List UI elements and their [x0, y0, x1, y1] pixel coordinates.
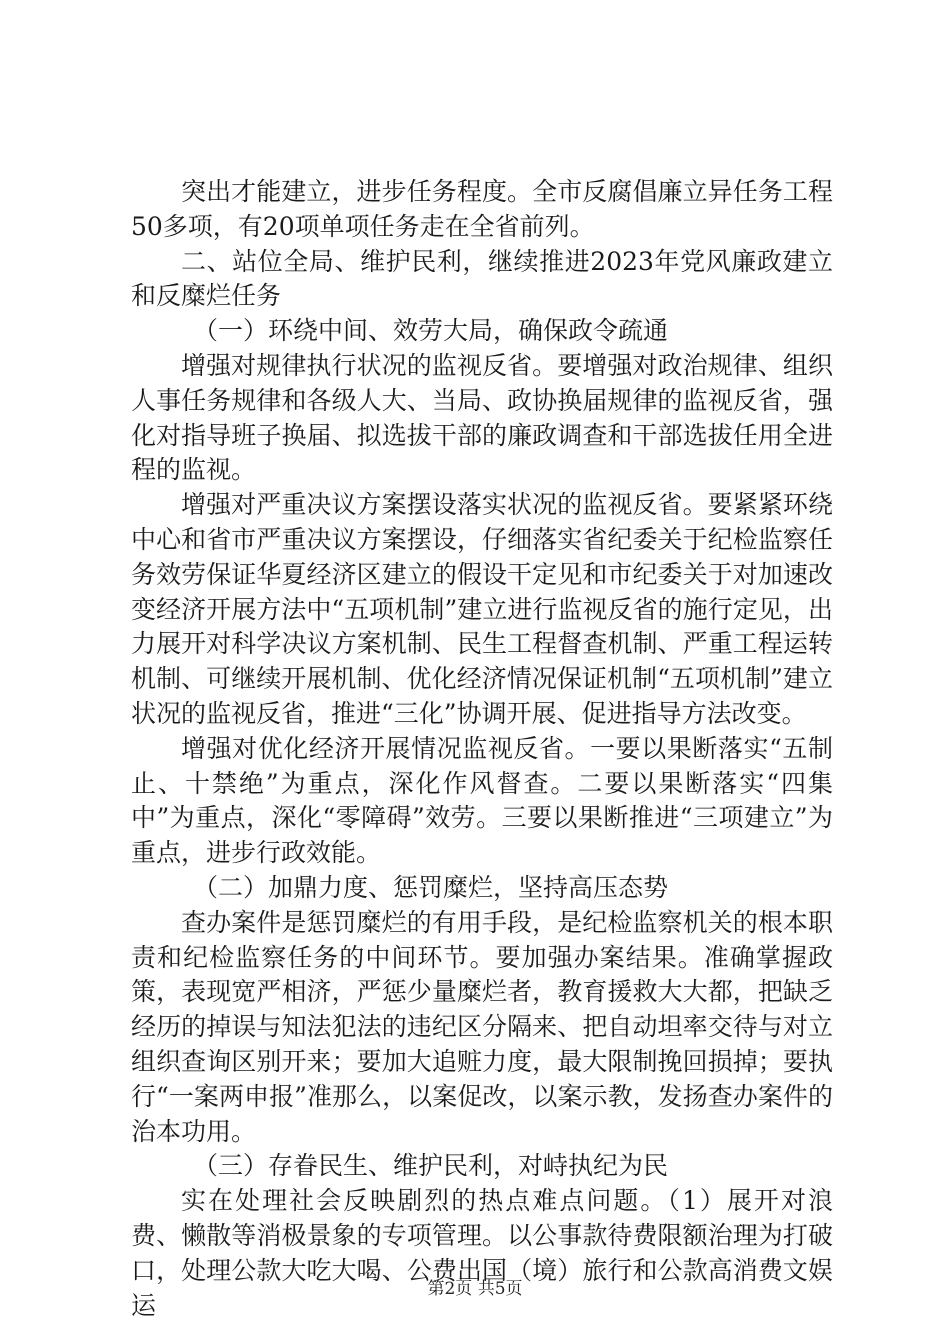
paragraph-1: 突出才能建立，进步任务程度。全市反腐倡廉立异任务工程50多项，有20项单项任务走在全省前列。 — [131, 177, 833, 241]
page-number-footer: 第2页 共5页 — [427, 1279, 523, 1299]
paragraph-3: 增强对严重决议方案摆设落实状况的监视反省。要紧紧环绕中心和省市严重决议方案摆设，仔细落实省纪委关于纪检监察任务效劳保证华夏经济区建立的假设干定见和市纪委关于对加速改变经济开展方法中“五项机制”建立进行监视反省的施行定见，出力展开对科学决议方案机制、民生工程督查机制、严重工程运转机制、可继续开展机制、优化经济情况保证机制“五项机制”建立状况的监视反省，推进“三化”协调开展、促进指导方法改变。 — [131, 490, 833, 728]
subsection-heading-1: （一）环绕中间、效劳大局，确保政令疏通 — [193, 316, 669, 346]
section-heading-2: 二、站位全局、维护民利，继续推进2023年党风廉政建立和反糜烂任务 — [131, 246, 833, 311]
paragraph-4: 增强对优化经济开展情况监视反省。一要以果断落实“五制止、十禁绝”为重点，深化作风督查。二要以果断落实“四集中”为重点，深化“零障碍”效劳。三要以果断推进“三项建立”为重点，进步行政效能。 — [131, 733, 833, 868]
subsection-heading-3: （三）存眷民生、维护民利，对峙执纪为民 — [193, 1151, 669, 1181]
subsection-heading-2: （二）加鼎力度、惩罚糜烂，坚持高压态势 — [193, 872, 669, 902]
paragraph-6: 实在处理社会反映剧烈的热点难点问题。（1）展开对浪费、懒散等消极景象的专项管理。以公事款待费限额治理为打破口，处理公款大吃大喝、公费出国（境）旅行和公款高消费文娱运 — [131, 1186, 833, 1320]
paragraph-2: 增强对规律执行状况的监视反省。要增强对政治规律、组织人事任务规律和各级人大、当局、政协换届规律的监视反省，强化对指导班子换届、拟选拔干部的廉政调查和干部选拔任用全进程的监视。 — [131, 350, 833, 485]
paragraph-5: 查办案件是惩罚糜烂的有用手段，是纪检监察机关的根本职责和纪检监察任务的中间环节。要加强办案结果。准确掌握政策，表现宽严相济，严惩少量糜烂者，教育援救大大都，把缺乏经历的掉误与知法犯法的违纪区分隔来、把自动坦率交待与对立组织查询区别开来；要加大追赃力度，最大限制挽回损掉；要执行“一案两申报”准那么，以案促改，以案示教，发扬查办案件的治本功用。 — [131, 907, 833, 1146]
document-body — [131, 175, 833, 1323]
